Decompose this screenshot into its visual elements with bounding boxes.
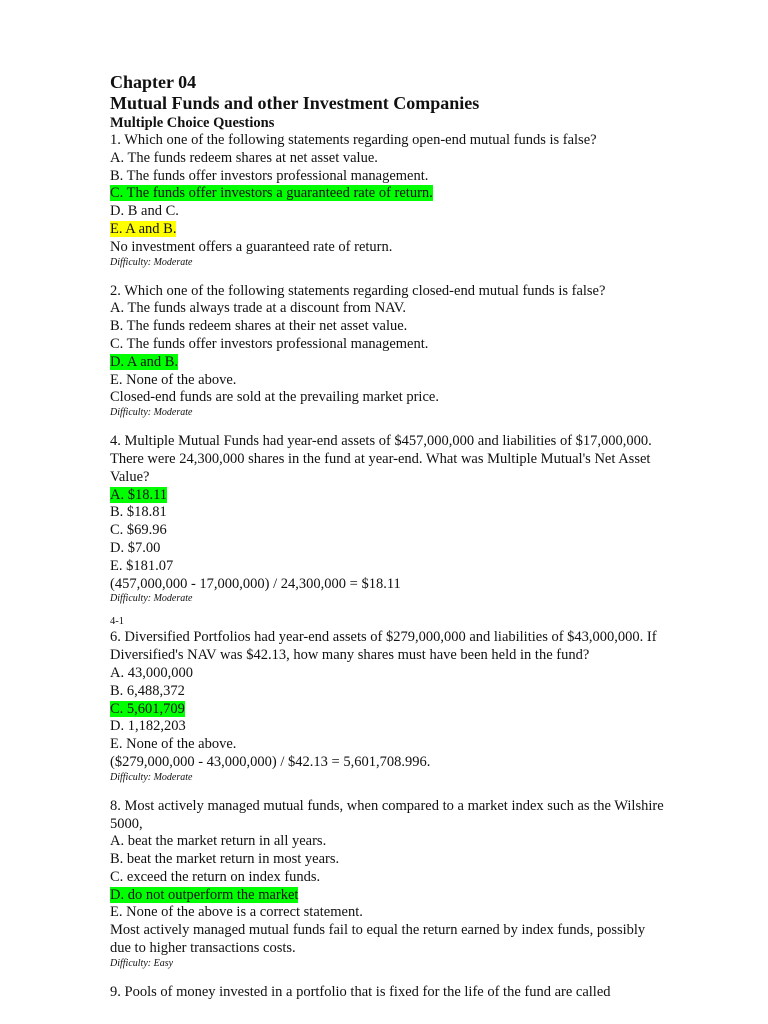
answer-option xyxy=(110,168,720,186)
answer-text: E. None of the above. xyxy=(110,371,237,388)
answer-option xyxy=(110,504,720,522)
answer-option xyxy=(110,185,720,203)
answer-option xyxy=(110,869,720,887)
question-stem: There were 24,300,000 shares in the fund at year-end. What was Multiple Mutual's Net Asset xyxy=(110,450,651,467)
question-stem: 8. Most actively managed mutual funds, when compared to a market index such as the Wilshire xyxy=(110,797,664,814)
answer-option xyxy=(110,354,720,372)
question-stem: 2. Which one of the following statements regarding closed-end mutual funds is false? xyxy=(110,282,606,299)
answer-text: B. The funds offer investors professional management. xyxy=(110,167,429,184)
answer-text: A. beat the market return in all years. xyxy=(110,833,327,850)
question-block xyxy=(110,132,720,269)
answer-explanation: (457,000,000 - 17,000,000) / 24,300,000 = $18.11 xyxy=(110,575,401,592)
question-stem: 4. Multiple Mutual Funds had year-end assets of $457,000,000 and liabilities of $17,000,000. xyxy=(110,433,652,450)
answer-explanation: due to higher transactions costs. xyxy=(110,940,296,957)
answer-option xyxy=(110,336,720,354)
answer-option xyxy=(110,150,720,168)
question-stem: 5000, xyxy=(110,815,143,832)
answer-text: B. The funds redeem shares at their net asset value. xyxy=(110,318,408,335)
answer-text: B. $18.81 xyxy=(110,504,167,521)
question-gap xyxy=(110,784,720,798)
highlighted-answer-text: C. The funds offer investors a guaranteed rate of return. xyxy=(110,185,433,202)
question-gap xyxy=(110,605,720,615)
highlighted-answer-text: C. 5,601,709 xyxy=(110,700,185,717)
page-number: 4-1 xyxy=(110,616,124,628)
section-title: Multiple Choice Questions xyxy=(110,115,275,131)
answer-text: D. 1,182,203 xyxy=(110,718,186,735)
question-block xyxy=(110,269,720,420)
document-title: Mutual Funds and other Investment Companies xyxy=(110,93,480,113)
answer-text: D. B and C. xyxy=(110,203,179,220)
answer-option xyxy=(110,558,720,576)
highlighted-answer-text: E. A and B. xyxy=(110,220,177,237)
question-block xyxy=(110,605,720,783)
highlighted-answer-text: D. A and B. xyxy=(110,353,179,370)
answer-option xyxy=(110,851,720,869)
answer-option xyxy=(110,300,720,318)
document-content xyxy=(110,72,720,1002)
answer-option xyxy=(110,522,720,540)
answer-option xyxy=(110,318,720,336)
answer-option xyxy=(110,683,720,701)
answer-option xyxy=(110,372,720,390)
answer-option xyxy=(110,736,720,754)
answer-text: B. 6,488,372 xyxy=(110,682,185,699)
answer-option xyxy=(110,904,720,922)
answer-text: B. beat the market return in most years. xyxy=(110,851,340,868)
question-gap xyxy=(110,419,720,433)
answer-explanation: Most actively managed mutual funds fail to equal the return earned by index funds, possibly xyxy=(110,922,646,939)
answer-explanation: ($279,000,000 - 43,000,000) / $42.13 = 5,601,708.996. xyxy=(110,753,431,770)
answer-option xyxy=(110,665,720,683)
answer-text: D. $7.00 xyxy=(110,539,161,556)
answer-option xyxy=(110,540,720,558)
question-stem: Diversified's NAV was $42.13, how many shares must have been held in the fund? xyxy=(110,647,590,664)
question-block xyxy=(110,970,720,1002)
answer-option xyxy=(110,487,720,505)
question-block xyxy=(110,784,720,970)
answer-option xyxy=(110,833,720,851)
difficulty-label: Difficulty: Moderate xyxy=(110,407,193,419)
question-stem: Value? xyxy=(110,468,150,485)
difficulty-label: Difficulty: Moderate xyxy=(110,256,193,268)
question-list xyxy=(110,132,720,1002)
answer-explanation: No investment offers a guaranteed rate of return. xyxy=(110,238,393,255)
answer-text: C. exceed the return on index funds. xyxy=(110,868,321,885)
difficulty-label: Difficulty: Easy xyxy=(110,957,174,969)
highlighted-answer-text: D. do not outperform the market xyxy=(110,886,299,903)
answer-text: A. The funds redeem shares at net asset value. xyxy=(110,149,378,166)
answer-text: E. $181.07 xyxy=(110,557,174,574)
question-gap xyxy=(110,970,720,984)
answer-text: A. The funds always trade at a discount from NAV. xyxy=(110,300,406,317)
chapter-title: Chapter 04 xyxy=(110,72,197,92)
highlighted-answer-text: A. $18.11 xyxy=(110,486,168,503)
answer-explanation: Closed-end funds are sold at the prevailing market price. xyxy=(110,389,439,406)
question-stem: 9. Pools of money invested in a portfolio that is fixed for the life of the fund are called xyxy=(110,983,611,1000)
question-block xyxy=(110,419,720,605)
answer-option xyxy=(110,221,720,239)
question-gap xyxy=(110,269,720,283)
answer-text: E. None of the above. xyxy=(110,736,237,753)
answer-option xyxy=(110,701,720,719)
difficulty-label: Difficulty: Moderate xyxy=(110,771,193,783)
question-stem: 6. Diversified Portfolios had year-end assets of $279,000,000 and liabilities of $43,000,000. If xyxy=(110,629,657,646)
answer-text: C. $69.96 xyxy=(110,522,167,539)
answer-option xyxy=(110,887,720,905)
answer-option xyxy=(110,718,720,736)
answer-text: A. 43,000,000 xyxy=(110,664,193,681)
answer-option xyxy=(110,203,720,221)
difficulty-label: Difficulty: Moderate xyxy=(110,593,193,605)
answer-text: E. None of the above is a correct statement. xyxy=(110,904,363,921)
answer-text: C. The funds offer investors professional management. xyxy=(110,335,429,352)
question-stem: 1. Which one of the following statements regarding open-end mutual funds is false? xyxy=(110,132,597,148)
